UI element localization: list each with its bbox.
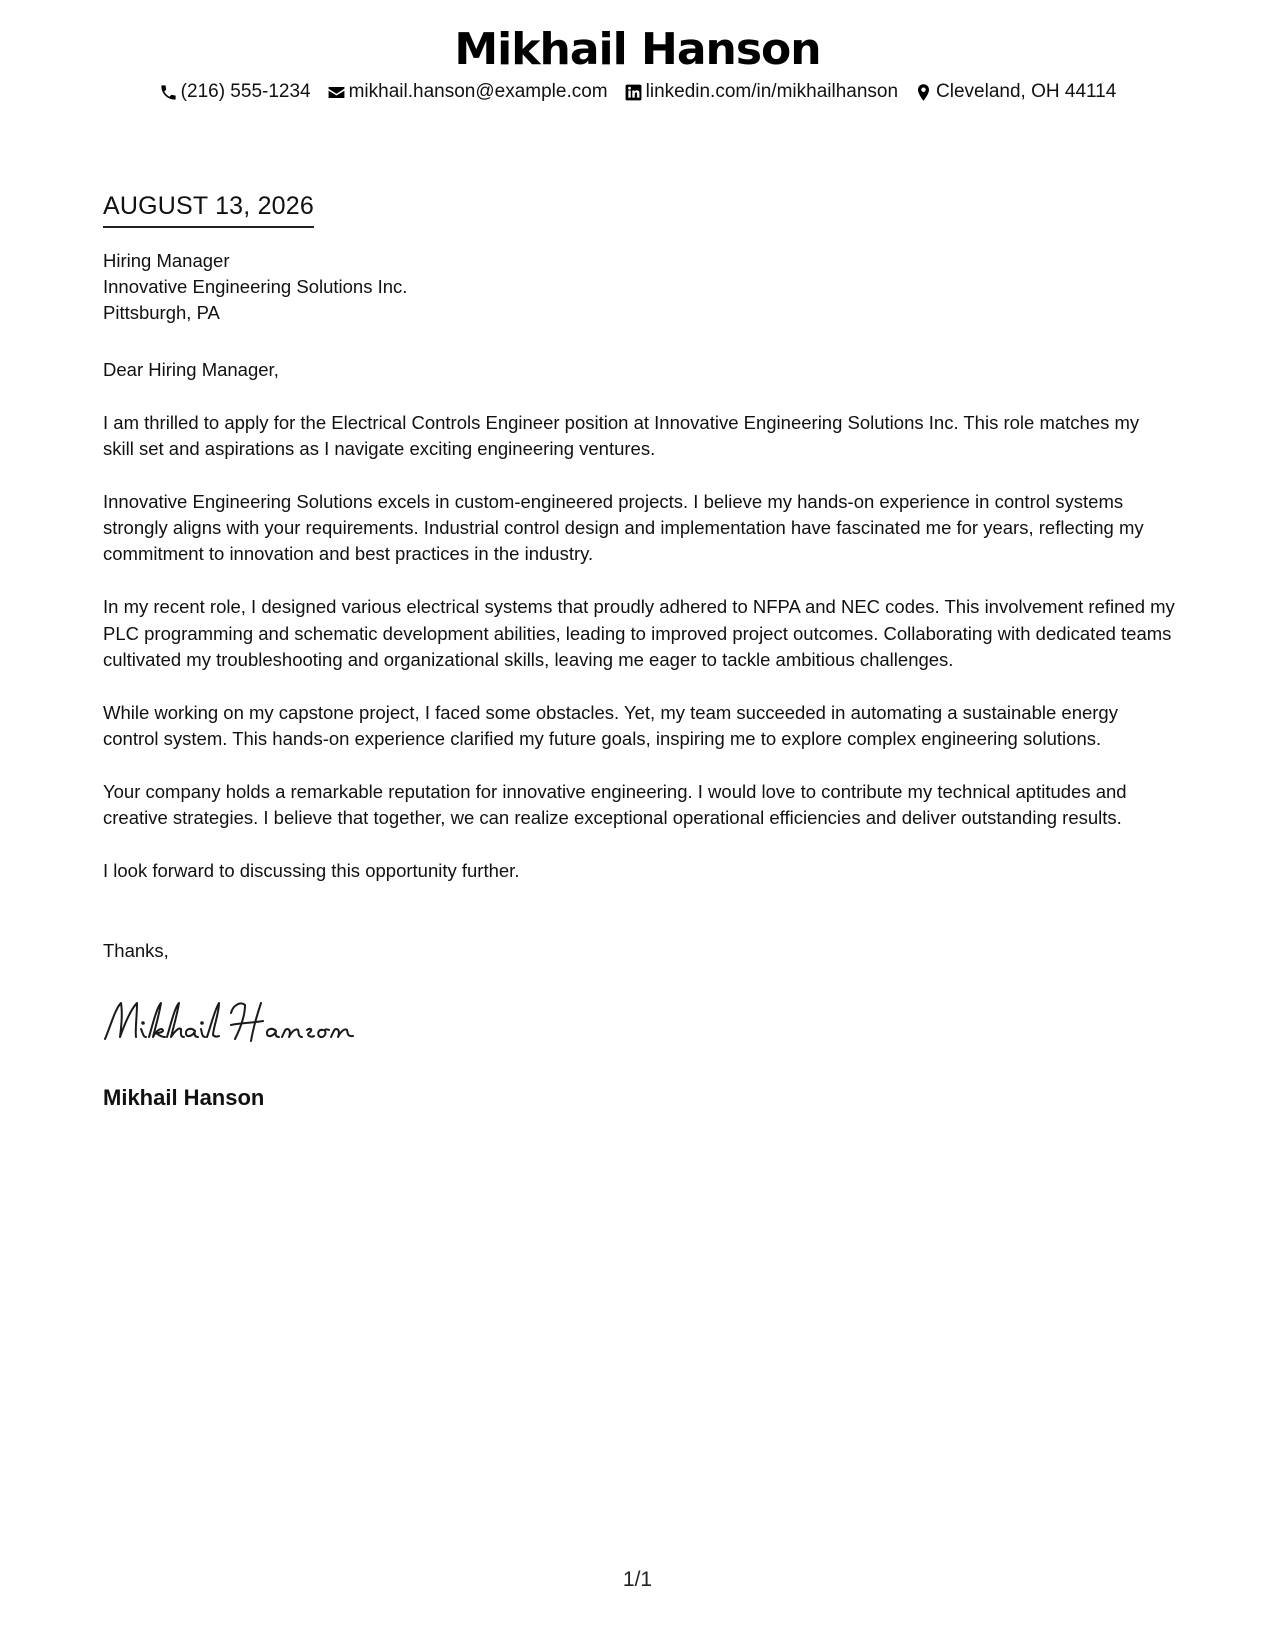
linkedin-icon [624,83,643,102]
phone-icon [159,83,178,102]
phone-text: (216) 555-1234 [180,81,311,102]
letter-date: AUGUST 13, 2026 [103,188,314,228]
contact-linkedin[interactable] [624,78,898,106]
applicant-name: Mikhail Hanson [454,24,821,75]
body-paragraph: While working on my capstone project, I faced some obstacles. Yet, my team succeeded in automating a sustainable energy control system. This hands-on experience clarified my future goals, inspiring me to explore complex engineering solutions. [103,701,1118,749]
body-paragraph: I look forward to discussing this opportunity further. [103,859,520,881]
body-paragraph: Your company holds a remarkable reputation for innovative engineering. I would love to contribute my technical aptitudes and creative strategies. I believe that together, we can realize exceptional operational efficiencies and deliver outstanding results. [103,780,1127,829]
email-text[interactable]: mikhail.hanson@example.com [348,81,608,102]
recipient-location: Pittsburgh, PA [103,302,220,323]
signer-name: Mikhail Hanson [103,1085,265,1110]
envelope-icon [327,83,346,102]
body-paragraph: Innovative Engineering Solutions excels in custom-engineered projects. I believe my hands-on experience in control systems strongly aligns with your requirements. Industrial control design and implementation have fascinated me for years, reflecting my commitment to innovation and best practices in the industry. [103,490,1144,565]
body-paragraph: I am thrilled to apply for the Electrical Controls Engineer position at Innovative Engineering Solutions Inc. This role matches my skill set and aspirations as I navigate exciting engineering ventures. [103,411,1140,460]
letter-header [0,22,1275,106]
contact-phone [159,78,311,106]
letter-body [103,357,1175,911]
page-number: 1/1 [622,1568,653,1591]
salutation: Dear Hiring Manager, [103,359,279,380]
recipient-block [103,248,1175,326]
date-block [103,188,1175,228]
closing-text: Thanks, [103,940,169,961]
contact-bar [0,78,1275,106]
recipient-company: Innovative Engineering Solutions Inc. [103,276,408,297]
contact-location [914,78,1116,106]
contact-email[interactable] [327,78,608,106]
map-pin-icon [914,83,933,102]
linkedin-text[interactable]: linkedin.com/in/mikhailhanson [645,81,899,102]
signature-drawing [101,995,361,1049]
recipient-title: Hiring Manager [103,250,230,271]
handwritten-signature [101,995,361,1049]
body-paragraph: In my recent role, I designed various electrical systems that proudly adhered to NFPA and NEC codes. This involvement refined my PLC programming and schematic development abilities, leading to improved project outcomes. Collaborating with dedicated teams cultivated my troubleshooting and organizational skills, leaving me eager to tackle ambitious challenges. [103,596,1175,670]
location-text: Cleveland, OH 44114 [936,81,1117,102]
closing-block [103,938,1175,964]
